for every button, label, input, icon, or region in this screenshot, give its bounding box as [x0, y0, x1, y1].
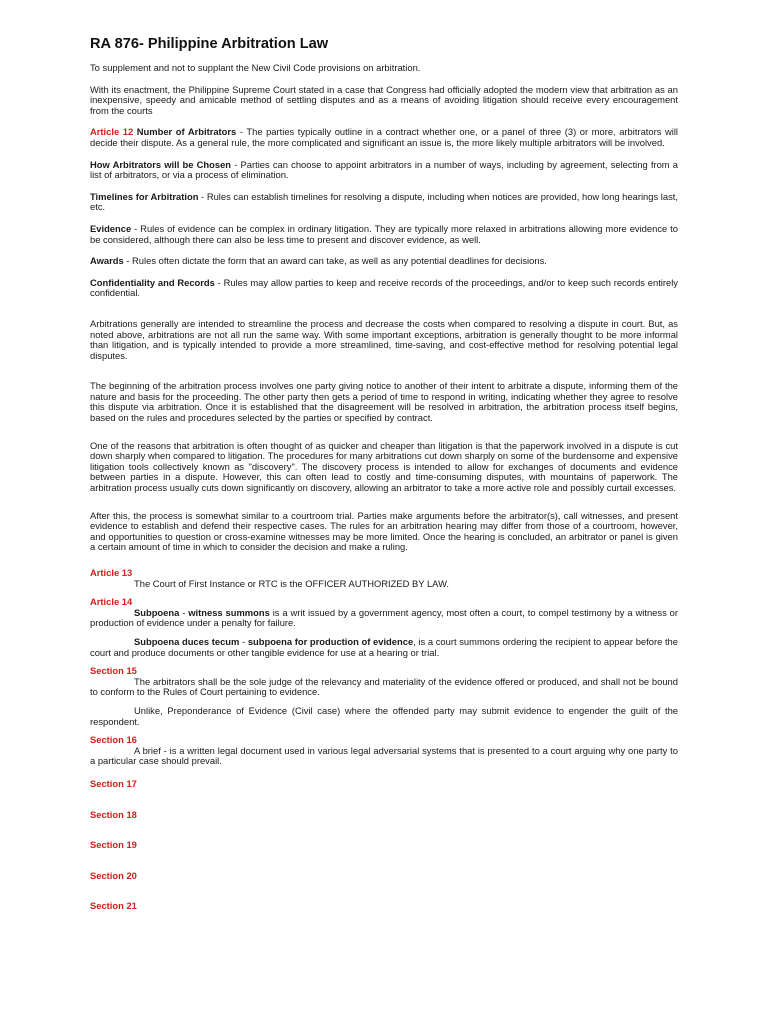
production-evidence-term: subpoena for production of evidence: [247, 635, 414, 647]
witness-summons-term: witness summons: [188, 606, 270, 618]
topic-paragraph: [90, 278, 678, 299]
section-16-text: A brief - is a written legal document used in various legal adversarial systems that is presented to a court arguing why one party to a particular case should prevail.: [90, 744, 678, 767]
duces-tecum-term: Subpoena duces tecum: [134, 635, 240, 647]
article-14-label: Article 14: [90, 596, 133, 608]
topic-term: Timelines for Arbitration: [90, 190, 199, 202]
article-12-text: - The parties typically outline in a contract whether one, or a panel of three (3) or more, arbitrators will decide their dispute. As a general rule, the more complicated and significant an issue is, the more likely multiple arbitrators will be involved.: [90, 126, 679, 148]
topic-text: - Rules may allow parties to keep and receive records of the proceedings, and/or to keep such records entirely confidential.: [90, 276, 678, 299]
topic-term: Confidentiality and Records: [90, 276, 215, 288]
page-title: RA 876- Philippine Arbitration Law: [90, 36, 329, 52]
body-paragraph: Arbitrations generally are intended to streamline the process and decrease the costs when compared to resolving a dispute in court. But, as noted above, arbitrations are not all run the same way. With some important exceptions, arbitration is generally thought to be more informal than litigation, and is typically intended to provide a more streamlined, time-saving, and cost-effective method for resolving potential legal disputes.: [90, 317, 678, 361]
section-15-label: Section 15: [90, 665, 137, 677]
section-17-label: Section 17: [90, 777, 137, 789]
topic-text: - Rules of evidence can be complex in ordinary litigation. They are typically more relaxed in arbitrations allowing more evidence to be considered, although there can also be less time to present and discover evidence, as well.: [90, 222, 678, 245]
topic-paragraph: [90, 224, 678, 245]
separator: -: [179, 606, 189, 618]
topic-text: - Parties can choose to appoint arbitrators in a number of ways, including by agreement, selecting from a list of arbitrators, or via a process of elimination.: [90, 158, 679, 181]
topic-paragraph: [90, 256, 678, 267]
article-12-term: Number of Arbitrators: [136, 126, 237, 138]
topic-text: - Rules often dictate the form that an award can take, as well as any potential deadlines for decisions.: [123, 255, 547, 267]
subpoena-term: Subpoena: [134, 606, 180, 618]
topic-text: - Rules can establish timelines for resolving a dispute, including when notices are provided, how long hearings last, etc.: [90, 190, 678, 213]
duces-tecum-text: , is a court summons ordering the recipient to appear before the court and produce documents or other tangible evidence for use at a hearing or trial.: [90, 635, 678, 658]
topic-paragraph: [90, 192, 678, 213]
article-12-paragraph: [90, 127, 678, 148]
body-paragraph: The beginning of the arbitration process involves one party giving notice to another of their intent to arbitrate a dispute, informing them of the nature and basis for the proceeding. The other party then gets a period of time to respond in writing, indicating whether they agree to resolve this dispute via arbitration. Once it is established that the disagreement will be resolved in arbitration, the arbitration process itself begins, based on the rules and procedures selected by the parties or specified by contract.: [90, 380, 678, 424]
separator: -: [239, 635, 248, 647]
section-20-label: Section 20: [90, 869, 137, 881]
section-15-paragraph-2: Unlike, Preponderance of Evidence (Civil case) where the offended party may submit evidence to engender the guilt of the respondent.: [90, 704, 678, 727]
subpoena-text: is a writ issued by a government agency, most often a court, to compel testimony by a witness or production of evidence under a penalty for failure.: [90, 606, 678, 629]
section-18-label: Section 18: [90, 808, 137, 820]
topic-term: How Arbitrators will be Chosen: [90, 158, 232, 170]
topic-term: Awards: [90, 255, 124, 267]
article-12-label: Article 12: [90, 126, 134, 138]
section-15-paragraph-1: The arbitrators shall be the sole judge of the relevancy and materiality of the evidence offered or produced, and shall not be bound to conform to the Rules of Court pertaining to evidence.: [90, 675, 678, 698]
body-paragraph: One of the reasons that arbitration is often thought of as quicker and cheaper than litigation is that the paperwork involved in a dispute is cut down sharply when compared to litigation. The procedures for many arbitrations cut down sharply on some of the burdensome and expensive litigation tools collectively known as "discovery". The discovery process is intended to allow for exchanges of documents and evidence between parties in a dispute. However, this can often lead to costly and time-consuming disputes, with mountains of paperwork. The arbitration process usually cuts down significantly on discovery, allowing an arbitrator to take a more active role and possibly curtail excesses.: [90, 439, 678, 494]
article-13-text: The Court of First Instance or RTC is the OFFICER AUTHORIZED BY LAW.: [134, 577, 450, 589]
topic-term: Evidence: [90, 222, 132, 234]
section-19-label: Section 19: [90, 839, 137, 851]
body-paragraph: After this, the process is somewhat similar to a courtroom trial. Parties make arguments before the arbitrator(s), call witnesses, and present evidence to establish and defend their respective cases. The rules for an arbitration hearing may differ from those of a courtroom, however, and opportunities to question or cross-examine witnesses may be more limited. Once the hearing is concluded, an arbitrator or panel is given a certain amount of time in which to consider the decision and make a ruling.: [90, 509, 678, 553]
article-14-paragraph-2: [90, 637, 678, 658]
article-13-label: Article 13: [90, 567, 133, 578]
section-16-label: Section 16: [90, 734, 137, 746]
section-21-label: Section 21: [90, 900, 137, 912]
intro-paragraph-1: To supplement and not to supplant the New Civil Code provisions on arbitration.: [90, 62, 421, 73]
topic-paragraph: [90, 160, 678, 181]
intro-paragraph-2: With its enactment, the Philippine Supreme Court stated in a case that Congress had officially adopted the modern view that arbitration as an inexpensive, speedy and amicable method of settling disputes and as a means of avoiding litigation should receive every encouragement from the courts: [90, 83, 678, 116]
article-14-paragraph-1: [90, 608, 678, 629]
